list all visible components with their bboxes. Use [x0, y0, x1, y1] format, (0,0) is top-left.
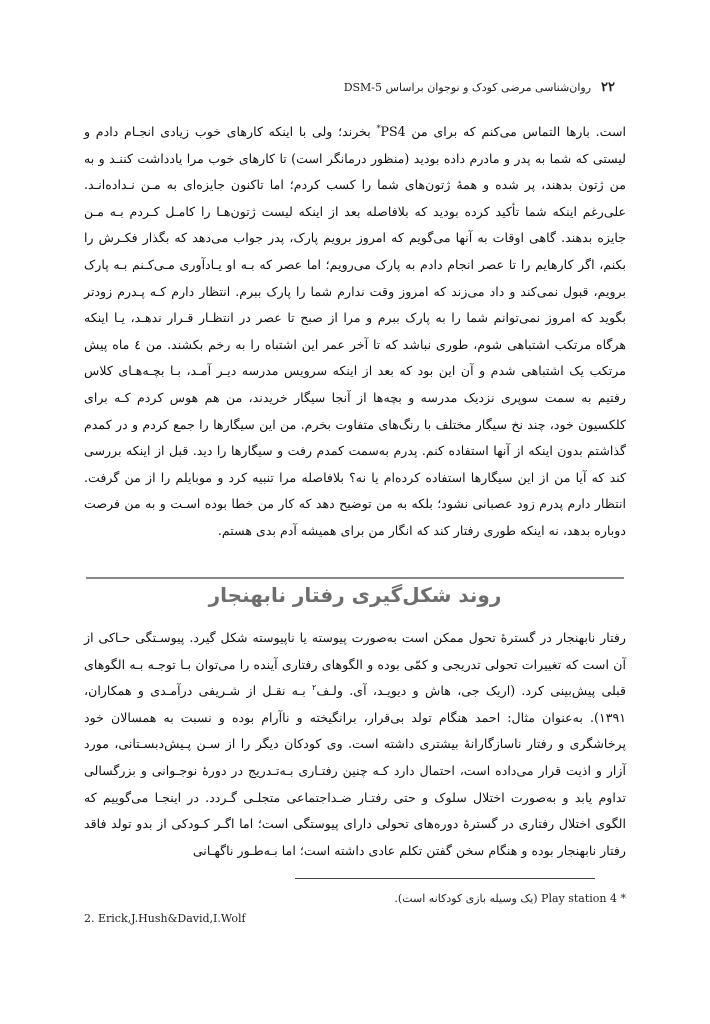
section-divider [86, 577, 624, 579]
paragraph-2 [84, 625, 626, 864]
paragraph-2-text-start: رفتار نابهنجار در گسترهٔ تحول ممکن است به‌صورت پیوسته یا ناپیوسته شکل گیرد. پیوسـتگی حـاکی از آن است که تغییرات تحولی تدریجی و کمّی بوده و الگوهای رفتاری آینده را می‌توان بـا توجـه بـه الگوهای قبلی پیش‌بینی کرد. (اریک جی، هاش و دیویـد، آی. ولـف [84, 630, 626, 699]
footnote-divider [295, 878, 595, 879]
footnote-2: 2. Erick,J.Hush&David,I.Wolf [84, 912, 246, 925]
paragraph-2-text-rest: بـه نقـل از شـریفی درآمـدی و همکاران، ۱۳۹۱). به‌عنوان مثال: احمد هنگام تولد بی‌قرار، برانگیخته و ناآرام بوده و نسبت به همسالان خود پرخاشگری و رفتار ناسازگارانهٔ بیشتری داشته است. وی کودکان دیگر را از سـن پـیش‌دبسـتانی، مورد آزار و اذیت قرار می‌داده است، احتمال دارد کـه چنین رفتـاری بـه‌تـدریج در دورهٔ نوجـوانی و بزرگسالی تداوم یابد و به‌صورت اختلال سلوک و حتی رفتـار ضـداجتماعی متجلـی گـردد. در اینجـا می‌گوییم که الگوی اختلال رفتاری در گسترهٔ دوره‌های تحولی دارای پیوستگی است؛ اما اگـر کـودکی از بدو تولد فاقد رفتار نابهنجار بوده و هنگام سخن گفتن تکلم عادی داشته است؛ اما بـه‌طـور ناگهـانی [84, 683, 627, 858]
page-number: ۲۲ [601, 80, 615, 95]
paragraph-1 [84, 119, 626, 545]
paragraph-1-text-rest: بخرند؛ ولی با اینکه کارهای خوب زیادی انجـام دادم و لیستی که شما به پدر و مادرم داده بودید (منظور درمانگر است) تا کارهای خوب مرا یادداشت کننـد و به من ژتون بدهند، پر شده و همهٔ ژتون‌های شما را کسب کردم؛ اما تاکنون جایزه‌ای به مـن نـداده‌انـد. علی‌رغم اینکه شما تأکید کرده بودید که بلافاصله بعد از اینکه لیست ژتون‌هـا را کامـل کـردم بـه مـن جایزه بدهند. گاهی اوقات به آنها می‌گویم که امروز برویم پارک، پدر جواب می‌دهد که بگذار فکـرش را بکنم، اگر کارهایم را تا عصر انجام دادم به پارک می‌رویم؛ اما عصر که بـه او یـادآوری مـی‌کـنم بـه پارک برویم، قبول نمی‌کند و داد می‌زند که امروز وقت ندارم شما را پارک ببرم. انتظار دارم کـه پـدرم زودتر بگوید که امروز نمی‌توانم شما را به پارک ببرم و مرا از صبح تا عصر در انتظـار قـرار ندهـد، یـا اینکه هرگاه مرتکب اشتباهی شوم، طوری نباشد که تا آخر عمر این اشتباه را به رخم بکشند. من ٤ ماه پیش مرتکب یک اشتباهی شدم و آن این بود که بعد از اینکه سرویس مدرسه دیـر آمـد، بـا بچـه‌هـای کلاس رفتیم به سمت سوپری نزدیک مدرسه و بچه‌ها از آنجا سیگار خریدند، من هم هوس کردم کـه برای کلکسیون خود، چند نخ سیگار مختلف با رنگ‌های متفاوت بخرم. من این سیگارها را جمع کردم و در کمدم گذاشتم بدون اینکه از آنها استفاده کنم. پدرم به‌سمت کمدم رفت و سیگارها را دید. قبل از اینکه بررسی کند که آیا من از این سیگارها استفاده کرده‌ام یا نه؟ بلافاصله مرا تنبیه کرد و موبایلم را از من گرفت. انتظار دارم پدرم زود عصبانی نشود؛ بلکه به من توضیح دهد که کار من خطا بوده اسـت و به من فرصت دوباره بدهد، نه اینکه طوری رفتار کند که انگار من برای همیشه آدم بدی هستم. [84, 124, 626, 538]
footnote-mark-asterisk: * [376, 123, 381, 133]
footnote-1: * Play station 4 (یک وسیله بازی کودکانه است). [394, 892, 626, 905]
running-head [95, 80, 615, 95]
running-head-title: روان‌شناسی مرضی کودک و نوجوان براساس DSM-5 [343, 81, 592, 94]
section-heading: روند شکل‌گیری رفتار نابهنجار [208, 583, 502, 607]
paragraph-1-text-start: است. بارها التماس می‌کنم که برای من PS4 [380, 124, 626, 139]
footnote-mark-2: ۲ [312, 683, 317, 692]
